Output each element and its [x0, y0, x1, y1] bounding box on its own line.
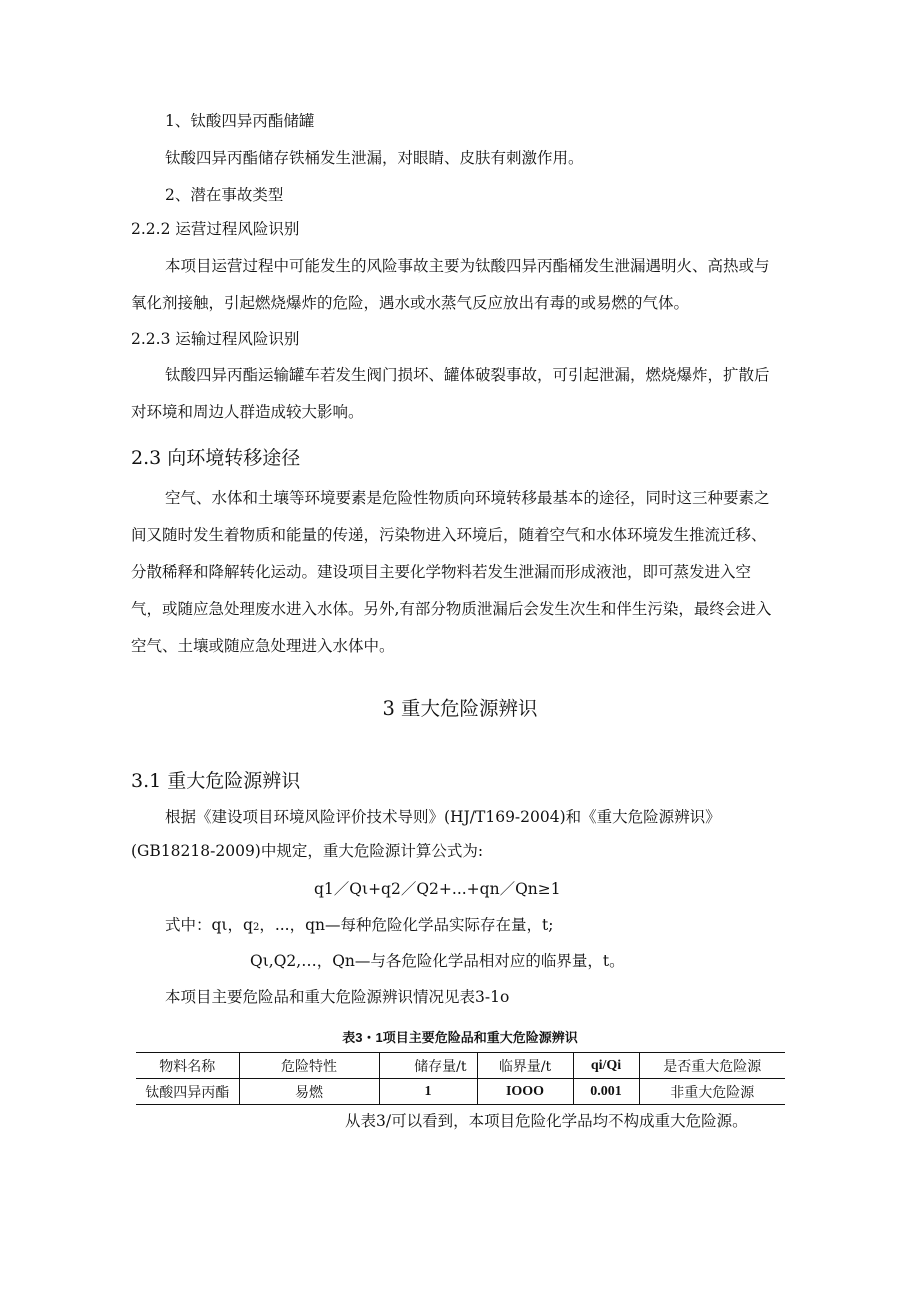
section-3-1-body: 根据《建设项目环境风险评价技术导则》(HJ/T169-2004)和《重大危险源辨识》(GB18218-2009)中规定，重大危险源计算公式为: — [131, 808, 721, 860]
where-line-2: Qι,Q2,…，Qn—与各危险化学品相对应的临界量，t。 — [250, 952, 625, 970]
section-2-2-3-body: 钛酸四异丙酯运输罐车若发生阀门损坏、罐体破裂事故，可引起泄漏，燃烧爆炸，扩散后对环境和周边人群造成较大影响。 — [131, 366, 770, 421]
section-2-3-body: 空气、水体和土壤等环境要素是危险性物质向环境转移最基本的途径，同时这三种要素之间又随时发生着物质和能量的传递，污染物进入环境后，随着空气和水体环境发生推流迁移、分散稀释和降解转化运动。建设项目主要化学物料若发生泄漏而形成液池，即可蒸发进入空气，或随应急处理废水进入水体。另外,有部分物质泄漏后会发生次生和伴生污染，最终会进入空气、土壤或随应急处理进入水体中。 — [131, 489, 772, 655]
section-2-3-title: 2.3 向环境转移途径 — [131, 447, 301, 469]
cell-storage-amount: 1 — [379, 1079, 477, 1105]
section-2-2-2-body: 本项目运营过程中可能发生的风险事故主要为钛酸四异丙酯桶发生泄漏遇明火、高热或与氧化剂接触，引起燃烧爆炸的危险，遇水或水蒸气反应放出有毒的或易燃的气体。 — [131, 257, 770, 312]
cell-ratio: 0.001 — [573, 1079, 639, 1105]
where-line-1 — [165, 908, 553, 945]
section-3-1-title: 3.1 重大危险源辨识 — [131, 770, 301, 792]
cell-threshold: IOOO — [477, 1079, 573, 1105]
cell-major-hazard: 非重大危险源 — [639, 1079, 785, 1105]
cell-hazard-property: 易燃 — [239, 1079, 379, 1105]
chapter-3-title: 3 重大危险源辨识 — [382, 697, 538, 720]
cell-material-name: 钛酸四异丙酯 — [136, 1079, 239, 1105]
section-2-2-2-title: 2.2.2 运营过程风险识别 — [131, 220, 300, 238]
item2-title: 2、潜在事故类型 — [165, 186, 284, 204]
where-prefix: 式中：qι，q — [165, 916, 253, 934]
header-storage-amount: 储存量/t — [379, 1053, 477, 1079]
header-hazard-property: 危险特性 — [239, 1053, 379, 1079]
header-material-name: 物料名称 — [136, 1053, 239, 1079]
table-reference: 本项目主要危险品和重大危险源辨识情况见表3-1o — [165, 988, 510, 1006]
hazard-table — [136, 1052, 785, 1105]
conclusion: 从表3/可以看到，本项目危险化学品均不构成重大危险源。 — [345, 1112, 748, 1130]
where-subscript: 2 — [252, 922, 260, 933]
item1-body: 钛酸四异丙酯储存铁桶发生泄漏，对眼睛、皮肤有刺激作用。 — [165, 149, 584, 167]
where-rest: ，...，qn—每种危险化学品实际存在量，t; — [259, 916, 554, 934]
formula: q1／Qι+q2／Q2+...+qn／Qn≥1 — [314, 880, 561, 898]
table-header-row — [136, 1053, 785, 1079]
header-ratio: qi/Qi — [573, 1053, 639, 1079]
header-major-hazard: 是否重大危险源 — [639, 1053, 785, 1079]
item1-title: 1、钛酸四异丙酯储罐 — [165, 112, 315, 130]
section-2-2-3-title: 2.2.3 运输过程风险识别 — [131, 330, 300, 348]
table-caption: 表3・1项目主要危险品和重大危险源辨识 — [342, 1030, 578, 1045]
table-row — [136, 1079, 785, 1105]
header-threshold: 临界量/t — [477, 1053, 573, 1079]
